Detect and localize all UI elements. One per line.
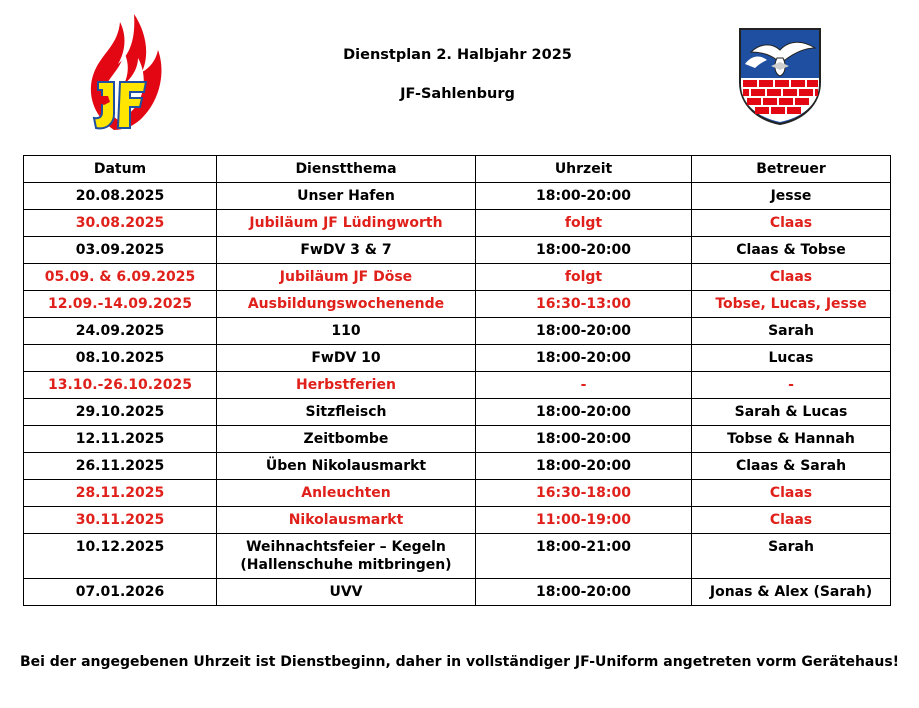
table-row xyxy=(24,291,891,318)
cell-betreuer xyxy=(692,426,891,453)
footer-note: Bei der angegebenen Uhrzeit ist Dienstbeginn, daher in vollständiger JF-Uniform angetreten vorm Gerätehaus! xyxy=(19,654,900,670)
cell-betreuer xyxy=(692,345,891,372)
cell-dienstthema-text: Sitzfleisch xyxy=(305,404,387,420)
table-row xyxy=(24,318,891,345)
table-row xyxy=(24,183,891,210)
column-header-betreuer: Betreuer xyxy=(692,156,891,183)
cell-betreuer xyxy=(692,318,891,345)
cell-dienstthema-text: Herbstferien xyxy=(296,377,396,393)
cell-datum-text: 08.10.2025 xyxy=(75,350,165,366)
cell-betreuer xyxy=(692,264,891,291)
cell-datum xyxy=(24,507,217,534)
cell-dienstthema xyxy=(217,291,476,318)
cell-dienstthema-text: FwDV 10 xyxy=(311,350,381,366)
cell-betreuer-text: Sarah xyxy=(768,323,814,339)
cell-uhrzeit xyxy=(476,579,692,606)
duty-schedule-table xyxy=(23,155,891,606)
cell-dienstthema xyxy=(217,399,476,426)
cell-dienstthema-text: Nikolausmarkt xyxy=(288,512,404,528)
cell-datum-text: 26.11.2025 xyxy=(75,458,165,474)
table-header-row xyxy=(24,156,891,183)
cell-betreuer xyxy=(692,210,891,237)
cell-uhrzeit-text: 18:00-20:00 xyxy=(536,584,631,600)
cell-dienstthema-text: Zeitbombe xyxy=(303,431,389,447)
cell-betreuer-text: Claas xyxy=(769,512,813,528)
cell-uhrzeit xyxy=(476,399,692,426)
cell-uhrzeit xyxy=(476,480,692,507)
cell-uhrzeit xyxy=(476,453,692,480)
cell-datum-text: 24.09.2025 xyxy=(75,323,165,339)
cell-datum-text: 05.09. & 6.09.2025 xyxy=(44,269,196,285)
table-row xyxy=(24,399,891,426)
cell-datum xyxy=(24,426,217,453)
cell-betreuer xyxy=(692,507,891,534)
cell-uhrzeit-text: 18:00-20:00 xyxy=(536,404,631,420)
cell-uhrzeit-text: 18:00-20:00 xyxy=(536,458,631,474)
cell-datum-text: 30.11.2025 xyxy=(75,512,165,528)
cell-betreuer xyxy=(692,579,891,606)
cell-datum-text: 12.11.2025 xyxy=(75,431,165,447)
cell-datum xyxy=(24,480,217,507)
table-row xyxy=(24,372,891,399)
cell-uhrzeit-text: 18:00-20:00 xyxy=(536,323,631,339)
cell-datum-text: 28.11.2025 xyxy=(75,485,165,501)
cell-dienstthema-text-line2: (Hallenschuhe mitbringen) xyxy=(240,557,452,573)
cell-dienstthema xyxy=(217,183,476,210)
cell-datum xyxy=(24,318,217,345)
cell-betreuer xyxy=(692,237,891,264)
cell-uhrzeit-text: 11:00-19:00 xyxy=(536,512,631,528)
cell-datum-text: 30.08.2025 xyxy=(75,215,165,231)
cell-datum xyxy=(24,399,217,426)
page-subtitle: JF-Sahlenburg xyxy=(400,86,515,102)
cell-uhrzeit-text: folgt xyxy=(564,269,603,285)
cell-datum-text: 03.09.2025 xyxy=(75,242,165,258)
cell-uhrzeit xyxy=(476,264,692,291)
page-title: Dienstplan 2. Halbjahr 2025 xyxy=(343,47,572,63)
cell-uhrzeit xyxy=(476,183,692,210)
cell-datum-text: 13.10.-26.10.2025 xyxy=(48,377,192,393)
cell-uhrzeit-text: folgt xyxy=(564,215,603,231)
cell-betreuer xyxy=(692,453,891,480)
table-row xyxy=(24,507,891,534)
cell-dienstthema-text: Unser Hafen xyxy=(297,188,395,204)
cell-uhrzeit-text: 16:30-13:00 xyxy=(536,296,631,312)
cell-dienstthema xyxy=(217,480,476,507)
cell-dienstthema-text: Weihnachtsfeier – Kegeln xyxy=(246,539,446,555)
cell-betreuer xyxy=(692,183,891,210)
cell-uhrzeit xyxy=(476,534,692,579)
cell-dienstthema-text: Jubiläum JF Lüdingworth xyxy=(249,215,443,231)
cell-dienstthema xyxy=(217,372,476,399)
cell-dienstthema xyxy=(217,507,476,534)
cell-dienstthema xyxy=(217,318,476,345)
table-row xyxy=(24,453,891,480)
cell-betreuer xyxy=(692,399,891,426)
cell-dienstthema-text: UVV xyxy=(329,584,363,600)
cell-uhrzeit xyxy=(476,318,692,345)
cell-dienstthema-text: Ausbildungswochenende xyxy=(247,296,445,312)
cell-betreuer-text: Jesse xyxy=(770,188,812,204)
cell-betreuer-text: Tobse & Hannah xyxy=(727,431,855,447)
table-row xyxy=(24,426,891,453)
cell-dienstthema xyxy=(217,453,476,480)
cell-betreuer xyxy=(692,480,891,507)
table-row xyxy=(24,480,891,507)
cell-datum-text: 10.12.2025 xyxy=(75,539,165,555)
cell-betreuer-text: Claas xyxy=(769,269,813,285)
jf-flame-logo xyxy=(84,10,166,132)
cell-betreuer-text: Claas & Sarah xyxy=(735,458,847,474)
table-row xyxy=(24,345,891,372)
cell-uhrzeit xyxy=(476,291,692,318)
cell-dienstthema-text: 110 xyxy=(331,323,361,339)
cell-betreuer-text: Claas xyxy=(769,485,813,501)
cell-dienstthema-text: Üben Nikolausmarkt xyxy=(265,458,427,474)
cell-dienstthema xyxy=(217,210,476,237)
cell-uhrzeit-text: 18:00-21:00 xyxy=(536,539,631,555)
cell-datum-text: 20.08.2025 xyxy=(75,188,165,204)
table-row xyxy=(24,534,891,579)
cell-datum xyxy=(24,291,217,318)
cell-datum xyxy=(24,579,217,606)
cell-uhrzeit-text: 18:00-20:00 xyxy=(536,431,631,447)
cell-datum-text: 07.01.2026 xyxy=(75,584,165,600)
cell-dienstthema xyxy=(217,426,476,453)
cell-uhrzeit-text: 18:00-20:00 xyxy=(536,350,631,366)
cell-betreuer-text: Sarah xyxy=(768,539,814,555)
cell-dienstthema-text: FwDV 3 & 7 xyxy=(300,242,392,258)
cell-datum xyxy=(24,210,217,237)
cell-dienstthema-text: Jubiläum JF Döse xyxy=(279,269,413,285)
cell-datum xyxy=(24,237,217,264)
cell-dienstthema-text: Anleuchten xyxy=(301,485,391,501)
cell-betreuer-text: Claas & Tobse xyxy=(736,242,846,258)
cell-uhrzeit xyxy=(476,426,692,453)
cell-uhrzeit-text: 18:00-20:00 xyxy=(536,242,631,258)
cell-datum xyxy=(24,183,217,210)
column-header-datum: Datum xyxy=(24,156,217,183)
cell-uhrzeit-text: 16:30-18:00 xyxy=(536,485,631,501)
cell-uhrzeit xyxy=(476,345,692,372)
column-header-uhrzeit: Uhrzeit xyxy=(476,156,692,183)
cell-uhrzeit xyxy=(476,372,692,399)
column-header-dienstthema: Dienstthema xyxy=(217,156,476,183)
cell-dienstthema xyxy=(217,264,476,291)
cell-betreuer-text: Claas xyxy=(769,215,813,231)
cell-uhrzeit xyxy=(476,237,692,264)
cell-betreuer-text: - xyxy=(788,377,794,393)
cell-betreuer xyxy=(692,534,891,579)
cell-datum xyxy=(24,372,217,399)
table-row xyxy=(24,264,891,291)
cell-datum xyxy=(24,345,217,372)
cell-dienstthema xyxy=(217,534,476,579)
cell-datum xyxy=(24,453,217,480)
cell-dienstthema xyxy=(217,345,476,372)
cell-dienstthema xyxy=(217,237,476,264)
cell-uhrzeit-text: 18:00-20:00 xyxy=(536,188,631,204)
cell-betreuer-text: Jonas & Alex (Sarah) xyxy=(709,584,873,600)
table-row xyxy=(24,579,891,606)
table-row xyxy=(24,237,891,264)
cell-betreuer xyxy=(692,291,891,318)
cell-datum-text: 29.10.2025 xyxy=(75,404,165,420)
cell-betreuer-text: Sarah & Lucas xyxy=(734,404,848,420)
cell-datum-text: 12.09.-14.09.2025 xyxy=(48,296,192,312)
cell-uhrzeit xyxy=(476,507,692,534)
cell-betreuer-text: Lucas xyxy=(768,350,814,366)
sahlenburg-coat-of-arms xyxy=(737,26,823,126)
cell-dienstthema xyxy=(217,579,476,606)
cell-betreuer xyxy=(692,372,891,399)
cell-betreuer-text: Tobse, Lucas, Jesse xyxy=(715,296,867,312)
cell-datum xyxy=(24,264,217,291)
cell-uhrzeit xyxy=(476,210,692,237)
cell-uhrzeit-text: - xyxy=(580,377,587,393)
cell-datum xyxy=(24,534,217,579)
table-row xyxy=(24,210,891,237)
